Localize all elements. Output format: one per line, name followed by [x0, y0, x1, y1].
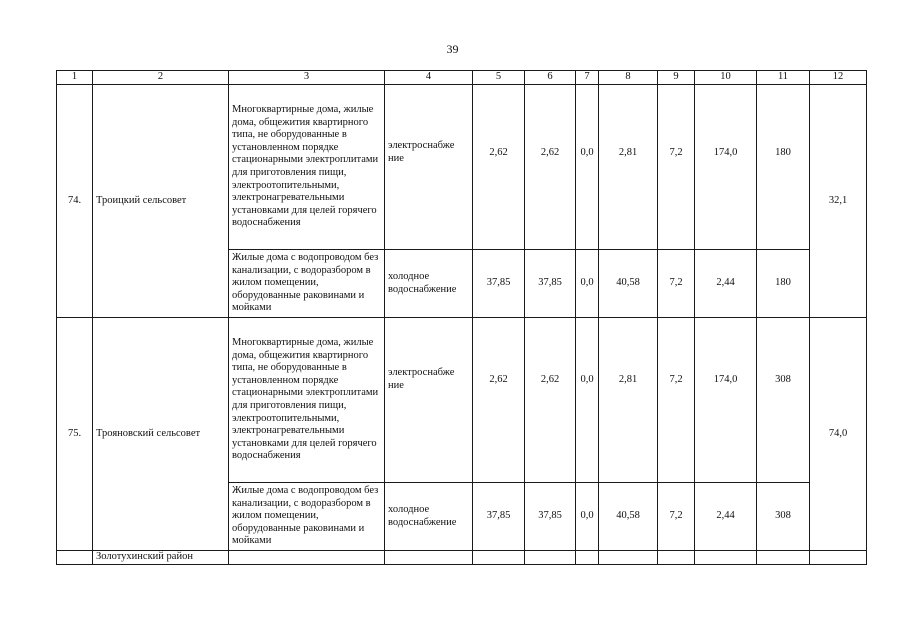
empty-cell [57, 551, 93, 565]
header-cell: 1 [57, 71, 93, 85]
housing-description: Многоквартирные дома, жилые дома, общежития квартирного типа, не оборудованные в установленном порядке стационарными электроплитами для приготовления пищи, электроотопительными, электронагревательными установками для целей горячего водоснабжения [229, 85, 385, 250]
group-total: 74,0 [810, 318, 867, 551]
value-cell: 2,81 [599, 318, 658, 483]
header-cell: 3 [229, 71, 385, 85]
row-index: 75. [57, 318, 93, 551]
district-name: Золотухинский район [93, 551, 229, 565]
value-cell: 2,44 [695, 483, 757, 551]
value-cell: 180 [757, 85, 810, 250]
value-cell: 7,2 [658, 483, 695, 551]
header-cell: 4 [385, 71, 473, 85]
value-cell: 7,2 [658, 250, 695, 318]
header-row [57, 71, 867, 85]
empty-cell [658, 551, 695, 565]
service-type: холодное водоснабжение [385, 250, 473, 318]
header-cell: 12 [810, 71, 867, 85]
value-cell: 174,0 [695, 318, 757, 483]
value-cell: 40,58 [599, 483, 658, 551]
header-cell: 7 [576, 71, 599, 85]
value-cell: 174,0 [695, 85, 757, 250]
page-number: 39 [446, 42, 459, 56]
header-cell: 9 [658, 71, 695, 85]
header-cell: 8 [599, 71, 658, 85]
header-cell: 11 [757, 71, 810, 85]
empty-cell [757, 551, 810, 565]
empty-cell [810, 551, 867, 565]
value-cell: 2,62 [473, 85, 525, 250]
value-cell: 308 [757, 483, 810, 551]
value-cell: 37,85 [525, 483, 576, 551]
value-cell: 2,44 [695, 250, 757, 318]
header-cell: 2 [93, 71, 229, 85]
row-index: 74. [57, 85, 93, 318]
value-cell: 37,85 [473, 483, 525, 551]
group-total: 32,1 [810, 85, 867, 318]
value-cell: 308 [757, 318, 810, 483]
value-cell: 0,0 [576, 318, 599, 483]
value-cell: 40,58 [599, 250, 658, 318]
value-cell: 7,2 [658, 85, 695, 250]
service-type: электроснабже ние [385, 318, 473, 483]
settlement-name: Трояновский сельсовет [93, 318, 229, 551]
district-row [57, 551, 867, 565]
service-type: холодное водоснабжение [385, 483, 473, 551]
value-cell: 2,62 [525, 85, 576, 250]
empty-cell [229, 551, 385, 565]
housing-description: Жилые дома с водопроводом без канализации, с водоразбором в жилом помещении, оборудованные раковинами и мойками [229, 483, 385, 551]
empty-cell [385, 551, 473, 565]
value-cell: 2,81 [599, 85, 658, 250]
value-cell: 0,0 [576, 483, 599, 551]
value-cell: 37,85 [473, 250, 525, 318]
settlement-name: Троицкий сельсовет [93, 85, 229, 318]
value-cell: 7,2 [658, 318, 695, 483]
value-cell: 0,0 [576, 250, 599, 318]
table-row [57, 85, 867, 250]
housing-description: Жилые дома с водопроводом без канализации, с водоразбором в жилом помещении, оборудованные раковинами и мойками [229, 250, 385, 318]
tariff-table [56, 70, 867, 565]
empty-cell [525, 551, 576, 565]
value-cell: 2,62 [525, 318, 576, 483]
header-cell: 5 [473, 71, 525, 85]
header-cell: 6 [525, 71, 576, 85]
empty-cell [599, 551, 658, 565]
empty-cell [473, 551, 525, 565]
empty-cell [576, 551, 599, 565]
service-type: электроснабже ние [385, 85, 473, 250]
value-cell: 37,85 [525, 250, 576, 318]
housing-description: Многоквартирные дома, жилые дома, общежития квартирного типа, не оборудованные в установленном порядке стационарными электроплитами для приготовления пищи, электроотопительными, электронагревательными установками для целей горячего водоснабжения [229, 318, 385, 483]
value-cell: 180 [757, 250, 810, 318]
value-cell: 2,62 [473, 318, 525, 483]
value-cell: 0,0 [576, 85, 599, 250]
table-row [57, 318, 867, 483]
header-cell: 10 [695, 71, 757, 85]
empty-cell [695, 551, 757, 565]
